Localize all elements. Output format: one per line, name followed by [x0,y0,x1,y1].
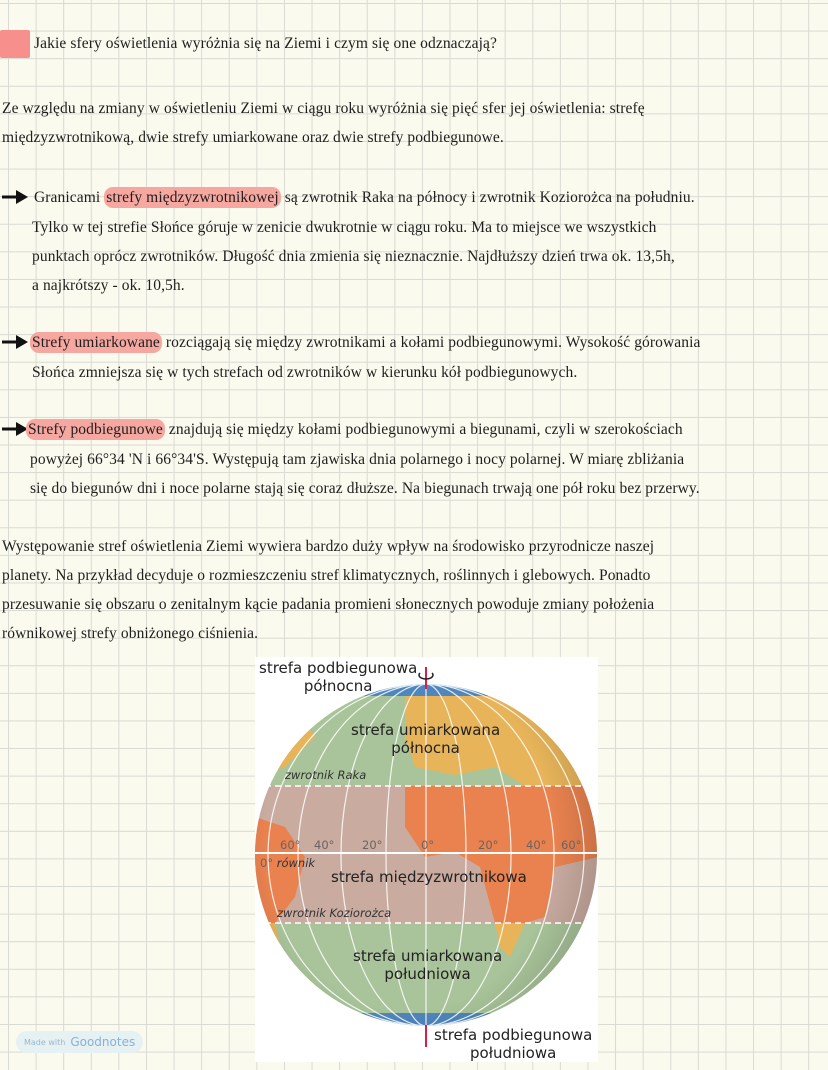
label-tropical-zone: strefa międzyzwrotnikowa [331,868,527,886]
deg-label: 40° [314,838,335,852]
intro-line-1: Ze względu na zmiany w oświetleniu Ziemi w ciągu roku wyróżnia się pięć sfer jej oświetlenia: strefę [2,100,645,117]
arrow-icon [2,190,28,204]
label-equator [260,856,315,870]
closing-line-3: przesuwanie się obszaru o zenitalnym kącie padania promieni słonecznych powoduje zmiany położenia [2,596,655,613]
highlight-tropical-zone: strefy międzyzwrotnikowej [106,189,279,206]
globe-illustration [255,657,598,1062]
text: znajdują się między kołami podbiegunowymi a biegunami, czyli w szerokościach [164,421,683,438]
question-text: Jakie sfery oświetlenia wyróżnia się na Ziemi i czym się one odznaczają? [34,35,497,52]
text: są zwrotnik Raka na północy i zwrotnik Koziorożca na południu. [280,189,695,206]
text: północna [391,739,460,757]
text: południowa [470,1044,557,1062]
label-polar-south [434,1026,592,1062]
arrow-icon [2,335,28,349]
closing-line-2: planety. Na przykład decyduje o rozmieszczeniu stref klimatycznych, roślinnych i glebowych. Ponadto [2,567,651,584]
text: 0° [260,856,274,870]
text: Made with [24,1037,66,1047]
label-polar-north [259,659,417,695]
text: Goodnotes [70,1035,136,1049]
text: strefa podbiegunowa [259,659,418,677]
deg-label: 20° [362,838,383,852]
label-tropic-of-cancer: zwrotnik Raka [285,768,367,782]
text: północna [303,677,373,695]
point-1-line-1 [34,189,695,207]
point-3-line-1 [26,421,683,439]
deg-label: 20° [478,838,499,852]
question-marker [0,30,30,58]
point-1-line-2: Tylko w tej strefie Słońce góruje w zenicie dwukrotnie w ciągu roku. Ma to miejsce we wszystkich [32,219,657,236]
highlight-temperate-zones: Strefy umiarkowane [32,334,160,351]
point-3-line-3: się do biegunów dni i noce polarne stają się coraz dłuższe. Na biegunach trwają one pół roku bez przerwy. [30,480,700,497]
point-3-line-2: powyżej 66°34 'N i 66°34'S. Występują tam zjawiska dnia polarnego i nocy polarnej. W miarę zbliżania [30,451,685,468]
closing-line-1: Występowanie stref oświetlenia Ziemi wywiera bardzo duży wpływ na środowisko przyrodnicze naszej [2,538,655,555]
intro-line-2: międzyzwrotnikową, dwie strefy umiarkowane oraz dwie strefy podbiegunowe. [2,129,504,146]
deg-label: 0° [421,838,435,852]
goodnotes-watermark [16,1031,143,1053]
closing-line-4: równikowej strefy obniżonego ciśnienia. [2,625,259,642]
label-temperate-south [353,947,502,983]
deg-label: 60° [280,838,301,852]
deg-label: 60° [561,838,582,852]
label-temperate-north [351,721,500,757]
point-1-line-4: a najkrótszy - ok. 10,5h. [32,277,185,294]
text: strefa podbiegunowa [434,1026,593,1044]
point-2-line-1 [30,334,701,352]
highlight-polar-zones: Strefy podbiegunowe [28,421,163,438]
arrow-icon [2,422,28,436]
text: Granicami [34,189,105,206]
point-2-line-2: Słońca zmniejsza się w tych strefach od zwrotników w kierunku kół podbiegunowych. [32,364,578,381]
text: rozciągają się między zwrotnikami a kołami podbiegunowymi. Wysokość górowania [161,334,701,351]
deg-label: 40° [526,838,547,852]
text: południowa [384,965,471,983]
text: strefa umiarkowana [353,947,503,965]
text: równik [276,856,316,870]
label-tropic-of-capricorn: zwrotnik Koziorożca [277,906,392,920]
point-1-line-3: punktach oprócz zwrotników. Długość dnia zmienia się nieznacznie. Najdłuższy dzień trwa ok. 13,5h, [32,248,675,265]
text: strefa umiarkowana [351,721,501,739]
